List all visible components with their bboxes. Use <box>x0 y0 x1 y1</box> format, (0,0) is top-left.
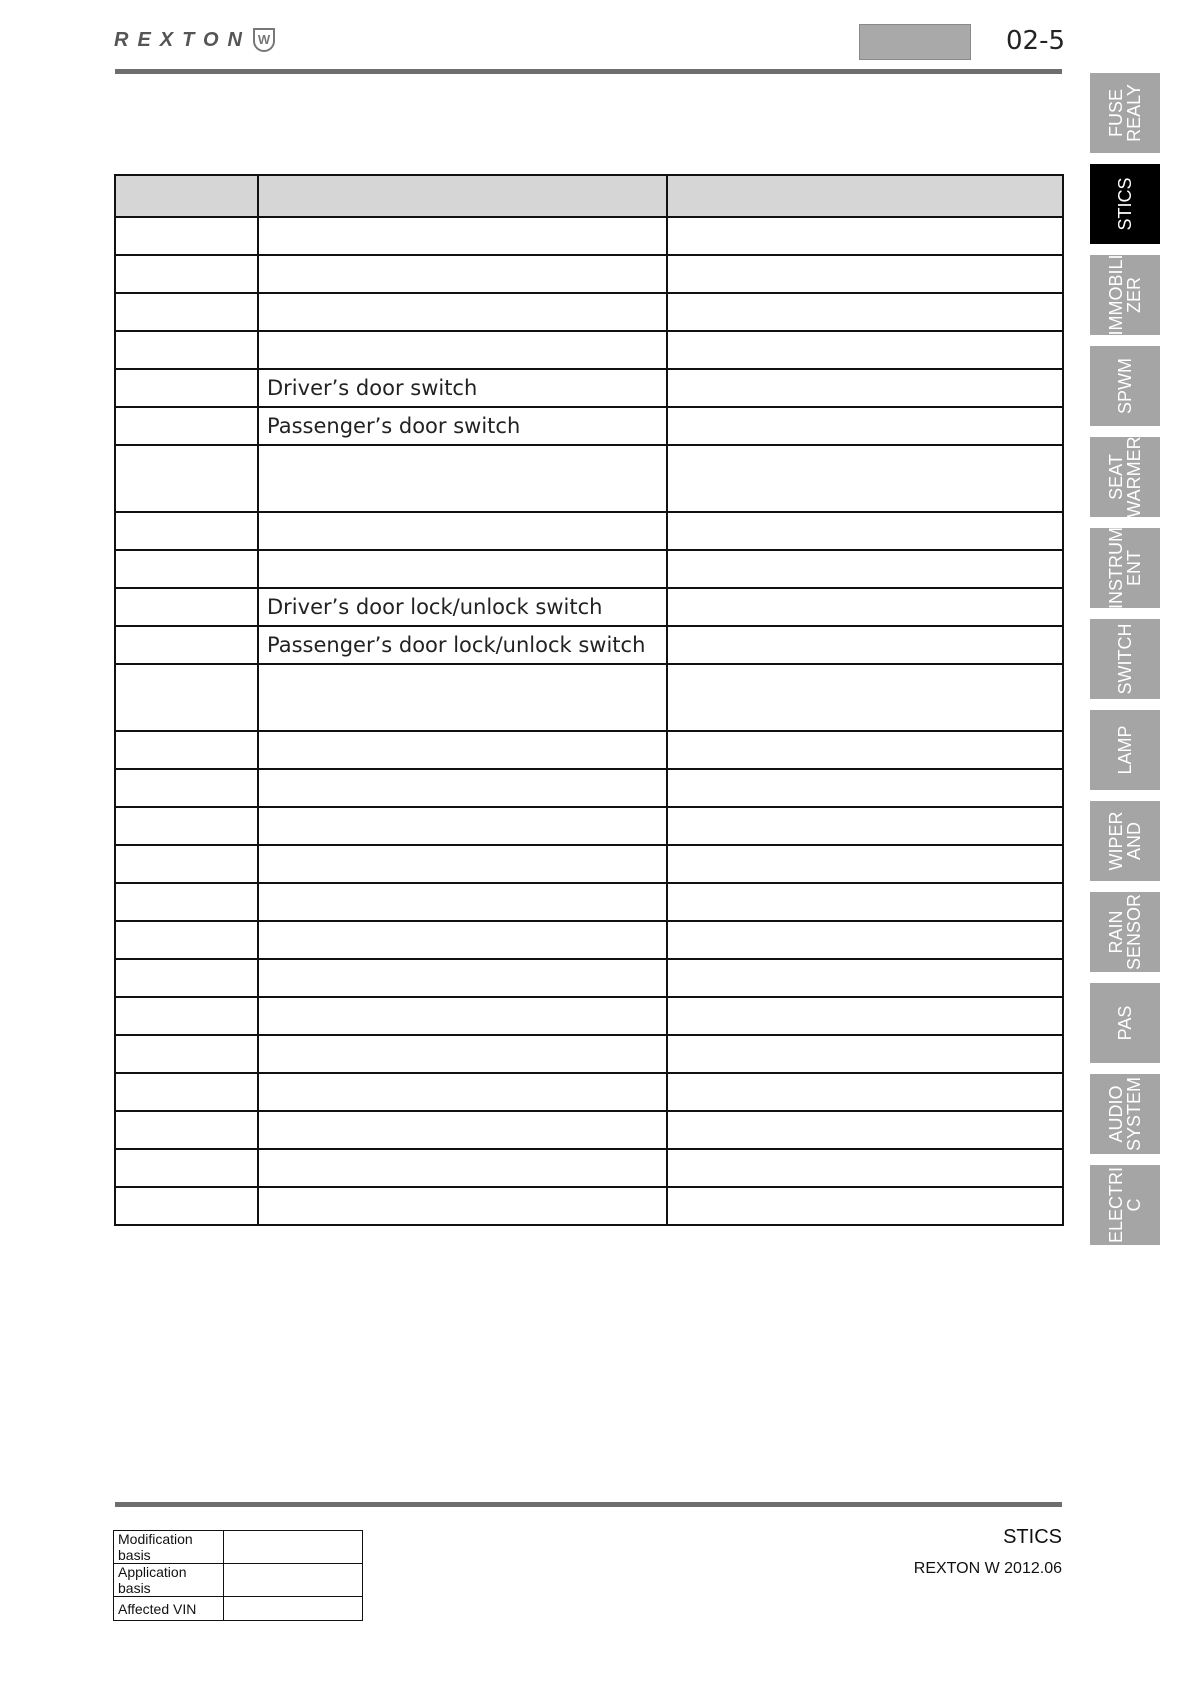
application-row <box>114 1564 363 1597</box>
table-cell <box>258 217 667 255</box>
table-cell <box>258 445 667 512</box>
table-cell <box>115 626 258 664</box>
footer-model: REXTON W 2012.06 <box>913 1560 1062 1577</box>
table-cell <box>667 731 1063 769</box>
section-tab-label: SWITCH <box>1115 623 1135 695</box>
vin-row <box>114 1597 363 1621</box>
section-tab[interactable] <box>1090 164 1160 244</box>
table-cell: Driver’s door switch <box>258 369 667 407</box>
table-cell <box>115 921 258 959</box>
table-cell <box>667 883 1063 921</box>
table-cell <box>258 664 667 731</box>
table-cell <box>667 664 1063 731</box>
table-cell <box>115 331 258 369</box>
section-tab-label: RAIN SENSOR <box>1106 893 1144 971</box>
table-cell <box>115 217 258 255</box>
section-tab-label: STICS <box>1115 177 1135 231</box>
table-row <box>115 997 1063 1035</box>
table-cell <box>667 959 1063 997</box>
section-tab[interactable] <box>1090 255 1160 335</box>
table-row <box>115 845 1063 883</box>
table-row <box>115 959 1063 997</box>
section-tab-label: ELECTRI C <box>1106 1166 1144 1244</box>
section-tab[interactable] <box>1090 983 1160 1063</box>
table-cell <box>667 807 1063 845</box>
table-row <box>115 1035 1063 1073</box>
table-cell <box>115 255 258 293</box>
table-cell <box>258 331 667 369</box>
table-cell <box>115 293 258 331</box>
section-tab[interactable] <box>1090 1074 1160 1154</box>
table-cell <box>115 769 258 807</box>
table-cell <box>667 369 1063 407</box>
table-cell <box>258 1111 667 1149</box>
section-tab[interactable] <box>1090 528 1160 608</box>
table-cell <box>258 921 667 959</box>
brand-emblem-icon: W <box>253 28 275 52</box>
table-row <box>115 512 1063 550</box>
modification-row <box>114 1531 363 1564</box>
table-cell <box>115 1073 258 1111</box>
table-cell <box>258 731 667 769</box>
table-row <box>115 883 1063 921</box>
table-cell <box>115 997 258 1035</box>
table-row <box>115 1073 1063 1111</box>
table-cell <box>667 331 1063 369</box>
section-tab-label: INSTRUM ENT <box>1106 527 1144 609</box>
section-tab[interactable] <box>1090 801 1160 881</box>
table-cell <box>115 445 258 512</box>
brand-logo <box>114 28 275 52</box>
section-tab-label: SEAT WARMER <box>1106 436 1144 518</box>
table-cell <box>115 664 258 731</box>
table-cell <box>115 845 258 883</box>
page-number: 02-5 <box>1006 26 1066 56</box>
section-tab[interactable] <box>1090 346 1160 426</box>
section-tab-label: FUSE REALY <box>1106 84 1144 142</box>
section-tab-label: AUDIO SYSTEM <box>1106 1076 1144 1152</box>
table-cell <box>667 845 1063 883</box>
table-cell <box>115 1149 258 1187</box>
footer-rule <box>115 1502 1062 1507</box>
table-cell <box>258 883 667 921</box>
table-cell <box>115 1111 258 1149</box>
modification-basis-label: Modification basis <box>114 1531 224 1564</box>
spec-table-body <box>115 175 1063 1225</box>
table-cell <box>258 293 667 331</box>
brand-wordmark: REXTON <box>114 28 251 51</box>
table-cell <box>667 769 1063 807</box>
table-cell <box>667 255 1063 293</box>
table-cell <box>667 293 1063 331</box>
table-row <box>115 369 1063 407</box>
table-cell <box>667 217 1063 255</box>
table-row <box>115 921 1063 959</box>
table-cell <box>258 512 667 550</box>
section-tab[interactable] <box>1090 437 1160 517</box>
table-cell <box>115 807 258 845</box>
table-row <box>115 807 1063 845</box>
affected-vin-label: Affected VIN <box>114 1597 224 1621</box>
table-cell <box>115 407 258 445</box>
table-cell <box>258 845 667 883</box>
header-rule <box>115 69 1062 74</box>
table-cell <box>667 921 1063 959</box>
section-tab[interactable] <box>1090 619 1160 699</box>
table-cell <box>667 1073 1063 1111</box>
table-cell <box>667 1187 1063 1225</box>
table-cell: Passenger’s door switch <box>258 407 667 445</box>
table-row <box>115 217 1063 255</box>
table-row <box>115 664 1063 731</box>
section-tab-label: PAS <box>1115 1005 1135 1041</box>
table-cell <box>667 1035 1063 1073</box>
table-row <box>115 1149 1063 1187</box>
modification-table <box>113 1530 363 1621</box>
table-row <box>115 407 1063 445</box>
table-cell: Driver’s door lock/unlock switch <box>258 588 667 626</box>
table-cell <box>667 588 1063 626</box>
table-cell <box>667 175 1063 217</box>
table-cell <box>258 1035 667 1073</box>
table-cell <box>258 997 667 1035</box>
table-cell <box>115 175 258 217</box>
table-cell <box>667 1149 1063 1187</box>
affected-vin-value <box>224 1597 363 1621</box>
table-row <box>115 550 1063 588</box>
table-cell <box>667 550 1063 588</box>
section-tab-label: SPWM <box>1115 358 1135 414</box>
table-cell <box>115 883 258 921</box>
table-cell <box>667 512 1063 550</box>
table-row <box>115 1111 1063 1149</box>
section-tab[interactable] <box>1090 73 1160 153</box>
section-tab[interactable] <box>1090 1165 1160 1245</box>
spec-table <box>114 174 1064 1226</box>
table-cell <box>258 769 667 807</box>
table-row <box>115 1187 1063 1225</box>
application-basis-value <box>224 1564 363 1597</box>
table-row <box>115 626 1063 664</box>
table-cell <box>258 959 667 997</box>
table-cell <box>115 959 258 997</box>
table-cell <box>115 550 258 588</box>
table-row <box>115 293 1063 331</box>
table-row <box>115 731 1063 769</box>
table-row <box>115 769 1063 807</box>
table-row <box>115 588 1063 626</box>
section-tab-label: IMMOBILI ZER <box>1106 254 1144 336</box>
table-cell <box>667 1111 1063 1149</box>
table-cell <box>258 1149 667 1187</box>
table-cell <box>115 731 258 769</box>
table-cell <box>115 512 258 550</box>
table-header-row <box>115 175 1063 217</box>
footer-section-title: STICS <box>1003 1526 1062 1548</box>
table-cell <box>258 550 667 588</box>
table-cell <box>258 1187 667 1225</box>
section-tab-label: LAMP <box>1115 725 1135 775</box>
table-cell <box>258 807 667 845</box>
section-tab-label: WIPER AND <box>1106 811 1144 871</box>
table-cell <box>667 407 1063 445</box>
table-row <box>115 255 1063 293</box>
table-cell <box>115 1035 258 1073</box>
table-row <box>115 445 1063 512</box>
table-cell <box>115 588 258 626</box>
table-cell <box>258 1073 667 1111</box>
table-cell <box>258 255 667 293</box>
table-cell <box>667 997 1063 1035</box>
table-cell <box>115 369 258 407</box>
table-cell: Passenger’s door lock/unlock switch <box>258 626 667 664</box>
application-basis-label: Application basis <box>114 1564 224 1597</box>
table-cell <box>667 626 1063 664</box>
table-row <box>115 331 1063 369</box>
section-tab[interactable] <box>1090 892 1160 972</box>
table-cell <box>258 175 667 217</box>
table-cell <box>115 1187 258 1225</box>
header-gray-box <box>859 24 971 60</box>
table-cell <box>667 445 1063 512</box>
modification-basis-value <box>224 1531 363 1564</box>
section-tab[interactable] <box>1090 710 1160 790</box>
